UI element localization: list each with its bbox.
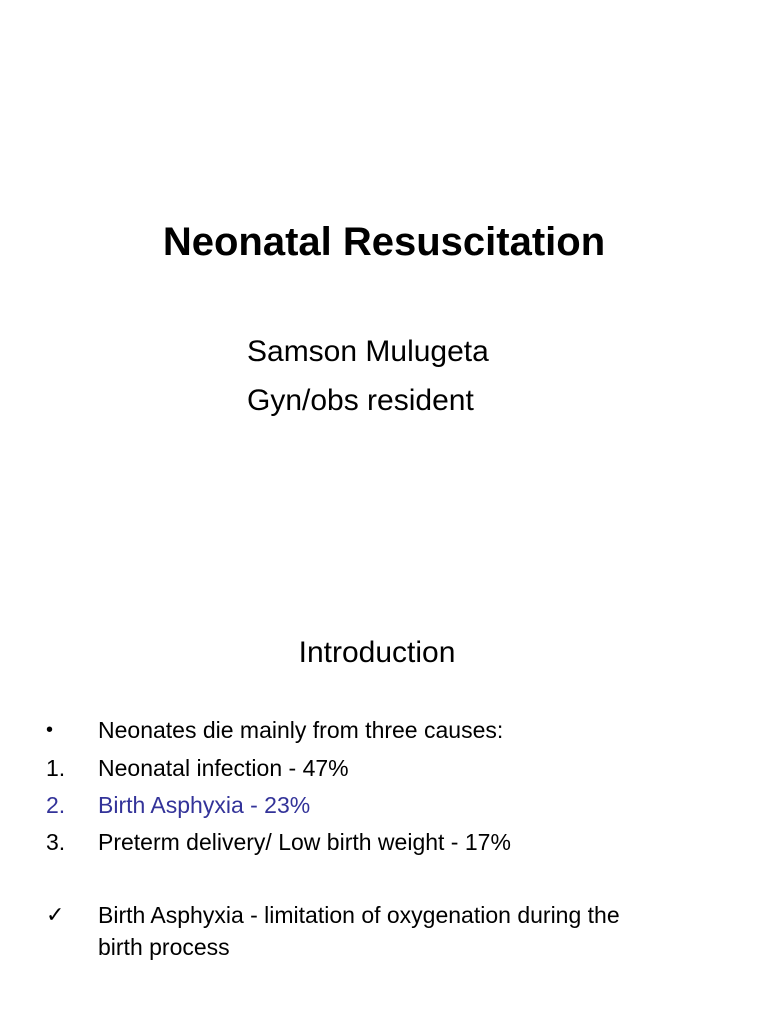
bullet-text: Neonates die mainly from three causes: xyxy=(98,717,504,743)
author-role: Gyn/obs resident xyxy=(247,384,474,417)
cause-text: Birth Asphyxia - 23% xyxy=(98,792,311,818)
cause-number: 3. xyxy=(46,829,66,855)
note-line-1: Birth Asphyxia - limitation of oxygenation during the xyxy=(98,902,620,928)
note-line-2: birth process xyxy=(98,934,230,960)
introduction-slide xyxy=(0,512,768,1024)
bullet-icon: • xyxy=(46,719,54,741)
presentation-title: Neonatal Resuscitation xyxy=(162,220,606,264)
cause-number: 1. xyxy=(46,755,66,781)
checkmark-icon: ✓ xyxy=(46,902,65,927)
slide-title: Introduction xyxy=(298,636,456,669)
cause-number: 2. xyxy=(46,792,66,818)
cause-text: Neonatal infection - 47% xyxy=(98,755,349,781)
cause-text: Preterm delivery/ Low birth weight - 17% xyxy=(98,829,511,855)
author-name: Samson Mulugeta xyxy=(247,335,489,368)
